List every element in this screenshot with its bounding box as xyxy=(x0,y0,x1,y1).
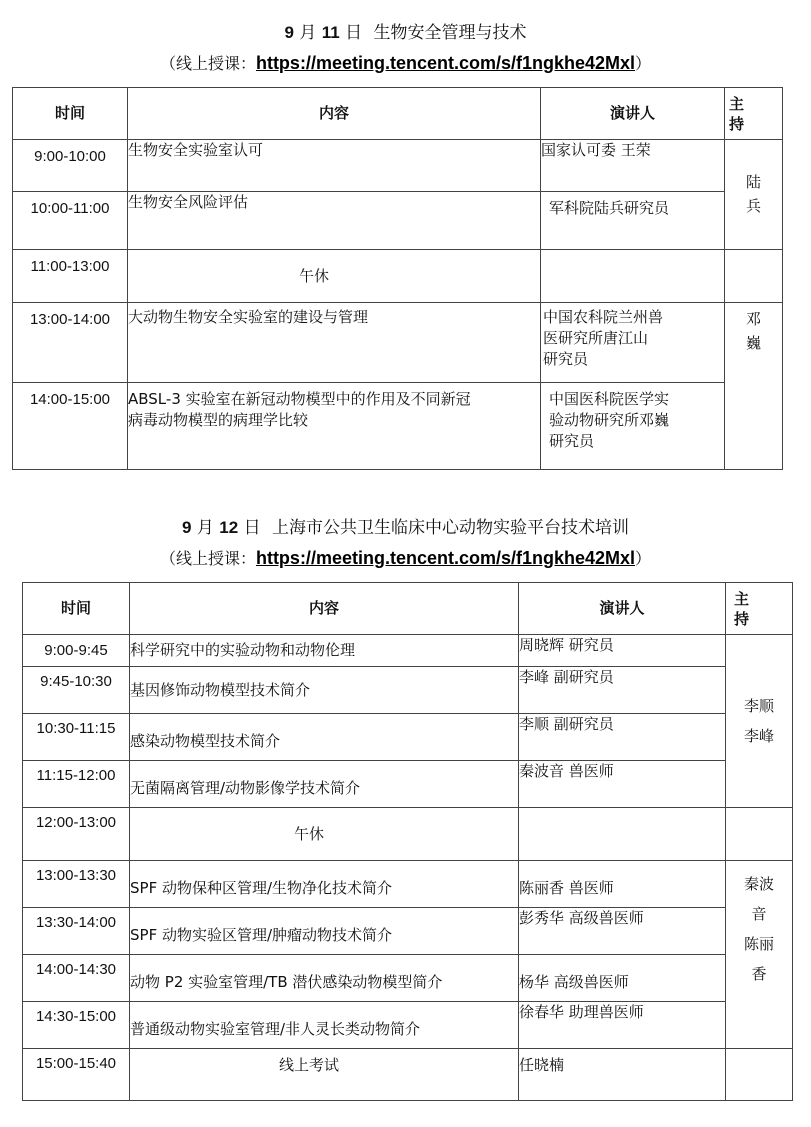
time-cell: 9:45-10:30 xyxy=(23,667,130,714)
time-cell: 9:00-10:00 xyxy=(13,140,128,192)
speaker-cell: 中国医科院医学实验动物研究所邓巍 研究员 xyxy=(541,383,725,470)
content-cell: 午休 xyxy=(128,250,541,303)
day1-header-row xyxy=(13,88,783,140)
day2-header-time: 时间 xyxy=(23,583,130,635)
day2-header-content: 内容 xyxy=(130,583,519,635)
table-row xyxy=(13,303,783,383)
content-cell: 感染动物模型技术简介 xyxy=(130,714,519,761)
content-cell: 大动物生物安全实验室的建设与管理 xyxy=(128,303,541,383)
day1-online-suffix: ） xyxy=(635,54,652,73)
day1-meeting-link[interactable]: https://meeting.tencent.com/s/f1ngkhe42Mxl xyxy=(255,53,636,73)
time-cell: 10:00-11:00 xyxy=(13,192,128,250)
content-cell: ABSL-3 实验室在新冠动物模型中的作用及不同新冠病毒动物模型的病理学比较 xyxy=(128,383,541,470)
day2-header-row xyxy=(23,583,793,635)
day2-online-prefix: （线上授课： xyxy=(159,549,256,568)
table-row xyxy=(23,908,793,955)
speaker-cell: 中国农科院兰州兽医研究所唐江山 研究员 xyxy=(541,303,725,383)
host-cell-empty xyxy=(725,250,783,303)
time-cell: 13:00-14:00 xyxy=(13,303,128,383)
content-cell: 无菌隔离管理/动物影像学技术简介 xyxy=(130,761,519,808)
day2-header-speaker: 演讲人 xyxy=(519,583,726,635)
table-row xyxy=(23,1049,793,1101)
table-row xyxy=(13,250,783,303)
day1-online-prefix: （线上授课： xyxy=(159,54,256,73)
table-row xyxy=(23,667,793,714)
day2-date-day-num: 12 xyxy=(219,518,239,537)
day2-schedule-table xyxy=(22,582,793,1101)
host-cell: 邓巍 xyxy=(725,303,783,470)
table-row xyxy=(13,140,783,192)
day2-day: 日 xyxy=(243,518,261,538)
table-row xyxy=(23,761,793,808)
day1-date-month-num: 9 xyxy=(284,23,294,42)
table-row xyxy=(23,714,793,761)
host-cell xyxy=(726,635,793,808)
speaker-cell: 国家认可委 王荣 xyxy=(541,140,725,192)
time-cell: 13:30-14:00 xyxy=(23,908,130,955)
time-cell: 13:00-13:30 xyxy=(23,861,130,908)
day2-topic: 上海市公共卫生临床中心动物实验平台技术培训 xyxy=(272,518,629,538)
time-cell: 15:00-15:40 xyxy=(23,1049,130,1101)
host-name: 李顺 xyxy=(743,697,774,715)
day1-title xyxy=(0,18,811,43)
speaker-cell: 军科院陆兵研究员 xyxy=(541,192,725,250)
table-row xyxy=(13,192,783,250)
time-cell: 12:00-13:00 xyxy=(23,808,130,861)
content-cell: SPF 动物保种区管理/生物净化技术简介 xyxy=(130,861,519,908)
speaker-cell: 李顺 副研究员 xyxy=(519,714,726,761)
speaker-cell: 彭秀华 高级兽医师 xyxy=(519,908,726,955)
host-name: 秦波音 xyxy=(743,875,774,923)
speaker-cell xyxy=(519,808,726,861)
day1-day: 日 xyxy=(345,23,363,43)
day1-schedule-table xyxy=(12,87,783,470)
speaker-cell: 周晓辉 研究员 xyxy=(519,635,726,667)
time-cell: 9:00-9:45 xyxy=(23,635,130,667)
host-name: 陈丽香 xyxy=(743,935,774,983)
day1-online-note xyxy=(0,51,811,74)
time-cell: 11:15-12:00 xyxy=(23,761,130,808)
time-cell: 11:00-13:00 xyxy=(13,250,128,303)
day1-header-content: 内容 xyxy=(128,88,541,140)
time-cell: 14:00-14:30 xyxy=(23,955,130,1002)
speaker-cell: 李峰 副研究员 xyxy=(519,667,726,714)
table-row xyxy=(23,1002,793,1049)
host-cell-empty xyxy=(726,1049,793,1101)
speaker-cell: 徐春华 助理兽医师 xyxy=(519,1002,726,1049)
content-cell: 动物 P2 实验室管理/TB 潜伏感染动物模型简介 xyxy=(130,955,519,1002)
content-cell: 科学研究中的实验动物和动物伦理 xyxy=(130,635,519,667)
speaker-cell: 陈丽香 兽医师 xyxy=(519,861,726,908)
day1-header-host: 主持 xyxy=(725,88,783,140)
host-cell-empty xyxy=(726,808,793,861)
day1-topic: 生物安全管理与技术 xyxy=(373,23,527,43)
speaker-cell: 秦波音 兽医师 xyxy=(519,761,726,808)
table-row xyxy=(23,635,793,667)
day1-month: 月 xyxy=(299,23,317,43)
time-cell: 14:00-15:00 xyxy=(13,383,128,470)
day2-meeting-link[interactable]: https://meeting.tencent.com/s/f1ngkhe42Mxl xyxy=(255,548,636,568)
day2-month: 月 xyxy=(196,518,214,538)
day1-date-day-num: 11 xyxy=(321,23,340,42)
time-cell: 10:30-11:15 xyxy=(23,714,130,761)
table-row xyxy=(23,955,793,1002)
time-cell: 14:30-15:00 xyxy=(23,1002,130,1049)
content-cell: 线上考试 xyxy=(130,1049,519,1101)
speaker-cell xyxy=(541,250,725,303)
table-row xyxy=(23,808,793,861)
day1-header-speaker: 演讲人 xyxy=(541,88,725,140)
day1-header-time: 时间 xyxy=(13,88,128,140)
host-cell xyxy=(726,861,793,1049)
content-cell: 基因修饰动物模型技术简介 xyxy=(130,667,519,714)
host-cell: 陆兵 xyxy=(725,140,783,250)
host-name: 李峰 xyxy=(743,727,774,745)
content-cell: 生物安全风险评估 xyxy=(128,192,541,250)
content-cell: 午休 xyxy=(130,808,519,861)
speaker-cell: 杨华 高级兽医师 xyxy=(519,955,726,1002)
content-cell: 普通级动物实验室管理/非人灵长类动物简介 xyxy=(130,1002,519,1049)
speaker-cell: 任晓楠 xyxy=(519,1049,726,1101)
day2-date-month-num: 9 xyxy=(181,518,192,537)
content-cell: 生物安全实验室认可 xyxy=(128,140,541,192)
day2-online-note xyxy=(0,546,811,569)
day2-title xyxy=(0,513,811,538)
day2-online-suffix: ） xyxy=(635,549,652,568)
day2-header-host: 主持 xyxy=(726,583,793,635)
table-row xyxy=(13,383,783,470)
table-row xyxy=(23,861,793,908)
content-cell: SPF 动物实验区管理/肿瘤动物技术简介 xyxy=(130,908,519,955)
